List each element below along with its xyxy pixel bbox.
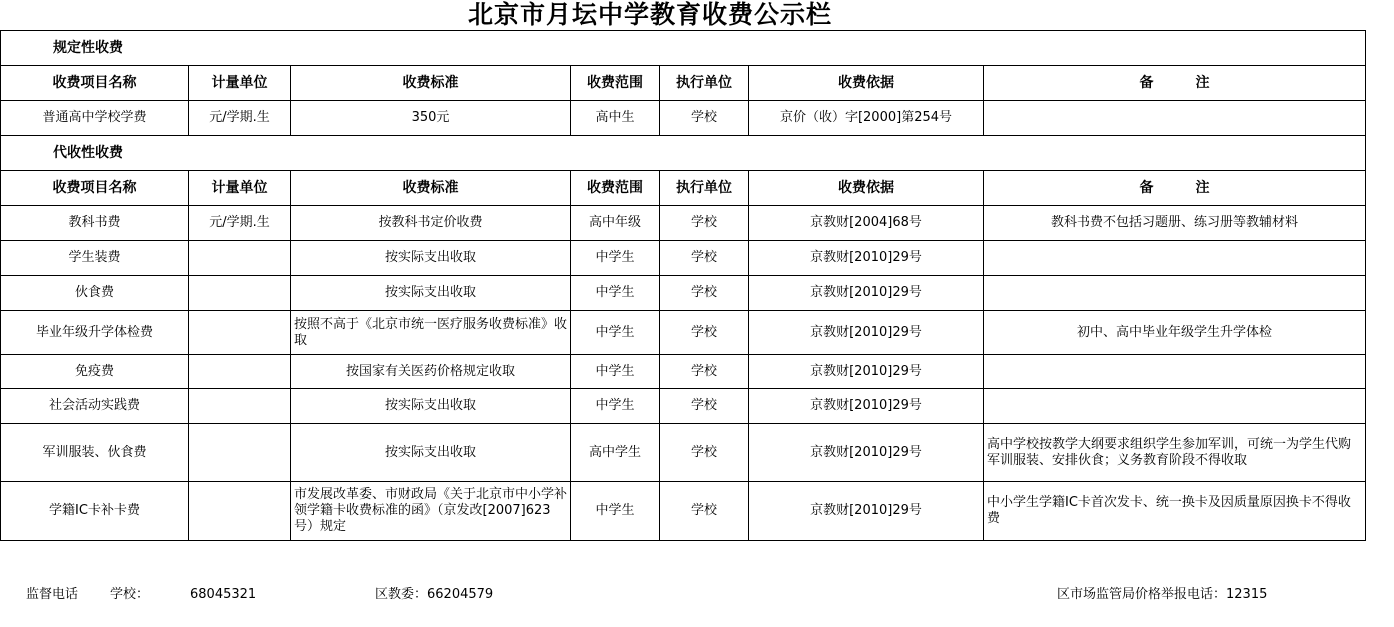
header-cell: 备 注 bbox=[984, 171, 1366, 206]
scope-cell: 中学生 bbox=[571, 311, 660, 355]
school-phone: 68045321 bbox=[190, 587, 257, 602]
scope-cell: 高中年级 bbox=[571, 206, 660, 241]
standard-cell: 350元 bbox=[291, 101, 571, 136]
header-cell: 收费范围 bbox=[571, 66, 660, 101]
executor-cell: 学校 bbox=[660, 355, 749, 389]
basis-cell: 京价（收）字[2000]第254号 bbox=[749, 101, 984, 136]
market-bureau-phone: 区市场监管局价格举报电话：12315 bbox=[1057, 587, 1268, 602]
scope-cell: 中学生 bbox=[571, 276, 660, 311]
scope-cell: 中学生 bbox=[571, 389, 660, 424]
basis-cell: 京教财[2010]29号 bbox=[749, 241, 984, 276]
table-row bbox=[1, 276, 1366, 311]
basis-cell: 京教财[2004]68号 bbox=[749, 206, 984, 241]
basis-cell: 京教财[2010]29号 bbox=[749, 389, 984, 424]
remark-cell: 高中学校按教学大纲要求组织学生参加军训，可统一为学生代购军训服装、安排伙食；义务教育阶段不得收取 bbox=[984, 424, 1366, 482]
scope-cell: 高中生 bbox=[571, 101, 660, 136]
scope-cell: 中学生 bbox=[571, 482, 660, 541]
section-row-collected bbox=[1, 136, 1366, 171]
fee-name-cell: 军训服装、伙食费 bbox=[1, 424, 189, 482]
unit-cell bbox=[189, 389, 291, 424]
header-cell: 执行单位 bbox=[660, 171, 749, 206]
header-cell: 收费依据 bbox=[749, 66, 984, 101]
table-row bbox=[1, 389, 1366, 424]
header-cell: 收费标准 bbox=[291, 171, 571, 206]
section-label: 代收性收费 bbox=[1, 136, 1366, 171]
basis-cell: 京教财[2010]29号 bbox=[749, 276, 984, 311]
header-cell: 计量单位 bbox=[189, 171, 291, 206]
header-cell: 收费范围 bbox=[571, 171, 660, 206]
standard-cell: 市发展改革委、市财政局《关于北京市中小学补领学籍卡收费标准的函》（京发改[2007]623号）规定 bbox=[291, 482, 571, 541]
fee-name-cell: 免疫费 bbox=[1, 355, 189, 389]
header-row bbox=[1, 171, 1366, 206]
header-cell: 执行单位 bbox=[660, 66, 749, 101]
remark-cell bbox=[984, 389, 1366, 424]
unit-cell bbox=[189, 276, 291, 311]
standard-cell: 按实际支出收取 bbox=[291, 241, 571, 276]
table-row bbox=[1, 241, 1366, 276]
executor-cell: 学校 bbox=[660, 241, 749, 276]
school-label: 学校： bbox=[110, 587, 150, 602]
basis-cell: 京教财[2010]29号 bbox=[749, 311, 984, 355]
fee-name-cell: 学籍IC卡补卡费 bbox=[1, 482, 189, 541]
fee-table bbox=[0, 30, 1366, 541]
fee-name-cell: 普通高中学校学费 bbox=[1, 101, 189, 136]
executor-cell: 学校 bbox=[660, 101, 749, 136]
table-row bbox=[1, 424, 1366, 482]
unit-cell bbox=[189, 355, 291, 389]
basis-cell: 京教财[2010]29号 bbox=[749, 482, 984, 541]
remark-cell bbox=[984, 241, 1366, 276]
scope-cell: 中学生 bbox=[571, 355, 660, 389]
basis-cell: 京教财[2010]29号 bbox=[749, 355, 984, 389]
remark-cell: 初中、高中毕业年级学生升学体检 bbox=[984, 311, 1366, 355]
table-row bbox=[1, 482, 1366, 541]
section-row-regulated bbox=[1, 31, 1366, 66]
unit-cell: 元/学期.生 bbox=[189, 101, 291, 136]
page-title: 北京市月坛中学教育收费公示栏 bbox=[467, 0, 832, 29]
unit-cell bbox=[189, 311, 291, 355]
standard-cell: 按实际支出收取 bbox=[291, 276, 571, 311]
executor-cell: 学校 bbox=[660, 206, 749, 241]
header-cell: 收费项目名称 bbox=[1, 171, 189, 206]
executor-cell: 学校 bbox=[660, 276, 749, 311]
standard-cell: 按国家有关医药价格规定收取 bbox=[291, 355, 571, 389]
fee-name-cell: 教科书费 bbox=[1, 206, 189, 241]
supervision-label: 监督电话 bbox=[26, 587, 79, 602]
remark-cell: 中小学生学籍IC卡首次发卡、统一换卡及因质量原因换卡不得收费 bbox=[984, 482, 1366, 541]
remark-cell bbox=[984, 276, 1366, 311]
unit-cell bbox=[189, 241, 291, 276]
header-cell: 收费依据 bbox=[749, 171, 984, 206]
header-cell: 收费标准 bbox=[291, 66, 571, 101]
table-row bbox=[1, 206, 1366, 241]
fee-name-cell: 学生装费 bbox=[1, 241, 189, 276]
standard-cell: 按实际支出收取 bbox=[291, 424, 571, 482]
header-cell: 收费项目名称 bbox=[1, 66, 189, 101]
table-row bbox=[1, 101, 1366, 136]
remark-cell: 教科书费不包括习题册、练习册等教辅材料 bbox=[984, 206, 1366, 241]
table-row bbox=[1, 355, 1366, 389]
table-row bbox=[1, 311, 1366, 355]
unit-cell: 元/学期.生 bbox=[189, 206, 291, 241]
unit-cell bbox=[189, 482, 291, 541]
remark-cell bbox=[984, 101, 1366, 136]
standard-cell: 按实际支出收取 bbox=[291, 389, 571, 424]
scope-cell: 高中学生 bbox=[571, 424, 660, 482]
remark-cell bbox=[984, 355, 1366, 389]
unit-cell bbox=[189, 424, 291, 482]
fee-name-cell: 伙食费 bbox=[1, 276, 189, 311]
executor-cell: 学校 bbox=[660, 311, 749, 355]
standard-cell: 按照不高于《北京市统一医疗服务收费标准》收取 bbox=[291, 311, 571, 355]
header-cell: 计量单位 bbox=[189, 66, 291, 101]
scope-cell: 中学生 bbox=[571, 241, 660, 276]
fee-name-cell: 社会活动实践费 bbox=[1, 389, 189, 424]
district-edu-phone: 区教委：66204579 bbox=[375, 587, 494, 602]
header-cell: 备 注 bbox=[984, 66, 1366, 101]
section-label: 规定性收费 bbox=[1, 31, 1366, 66]
executor-cell: 学校 bbox=[660, 482, 749, 541]
basis-cell: 京教财[2010]29号 bbox=[749, 424, 984, 482]
executor-cell: 学校 bbox=[660, 424, 749, 482]
header-row bbox=[1, 66, 1366, 101]
standard-cell: 按教科书定价收费 bbox=[291, 206, 571, 241]
executor-cell: 学校 bbox=[660, 389, 749, 424]
fee-name-cell: 毕业年级升学体检费 bbox=[1, 311, 189, 355]
